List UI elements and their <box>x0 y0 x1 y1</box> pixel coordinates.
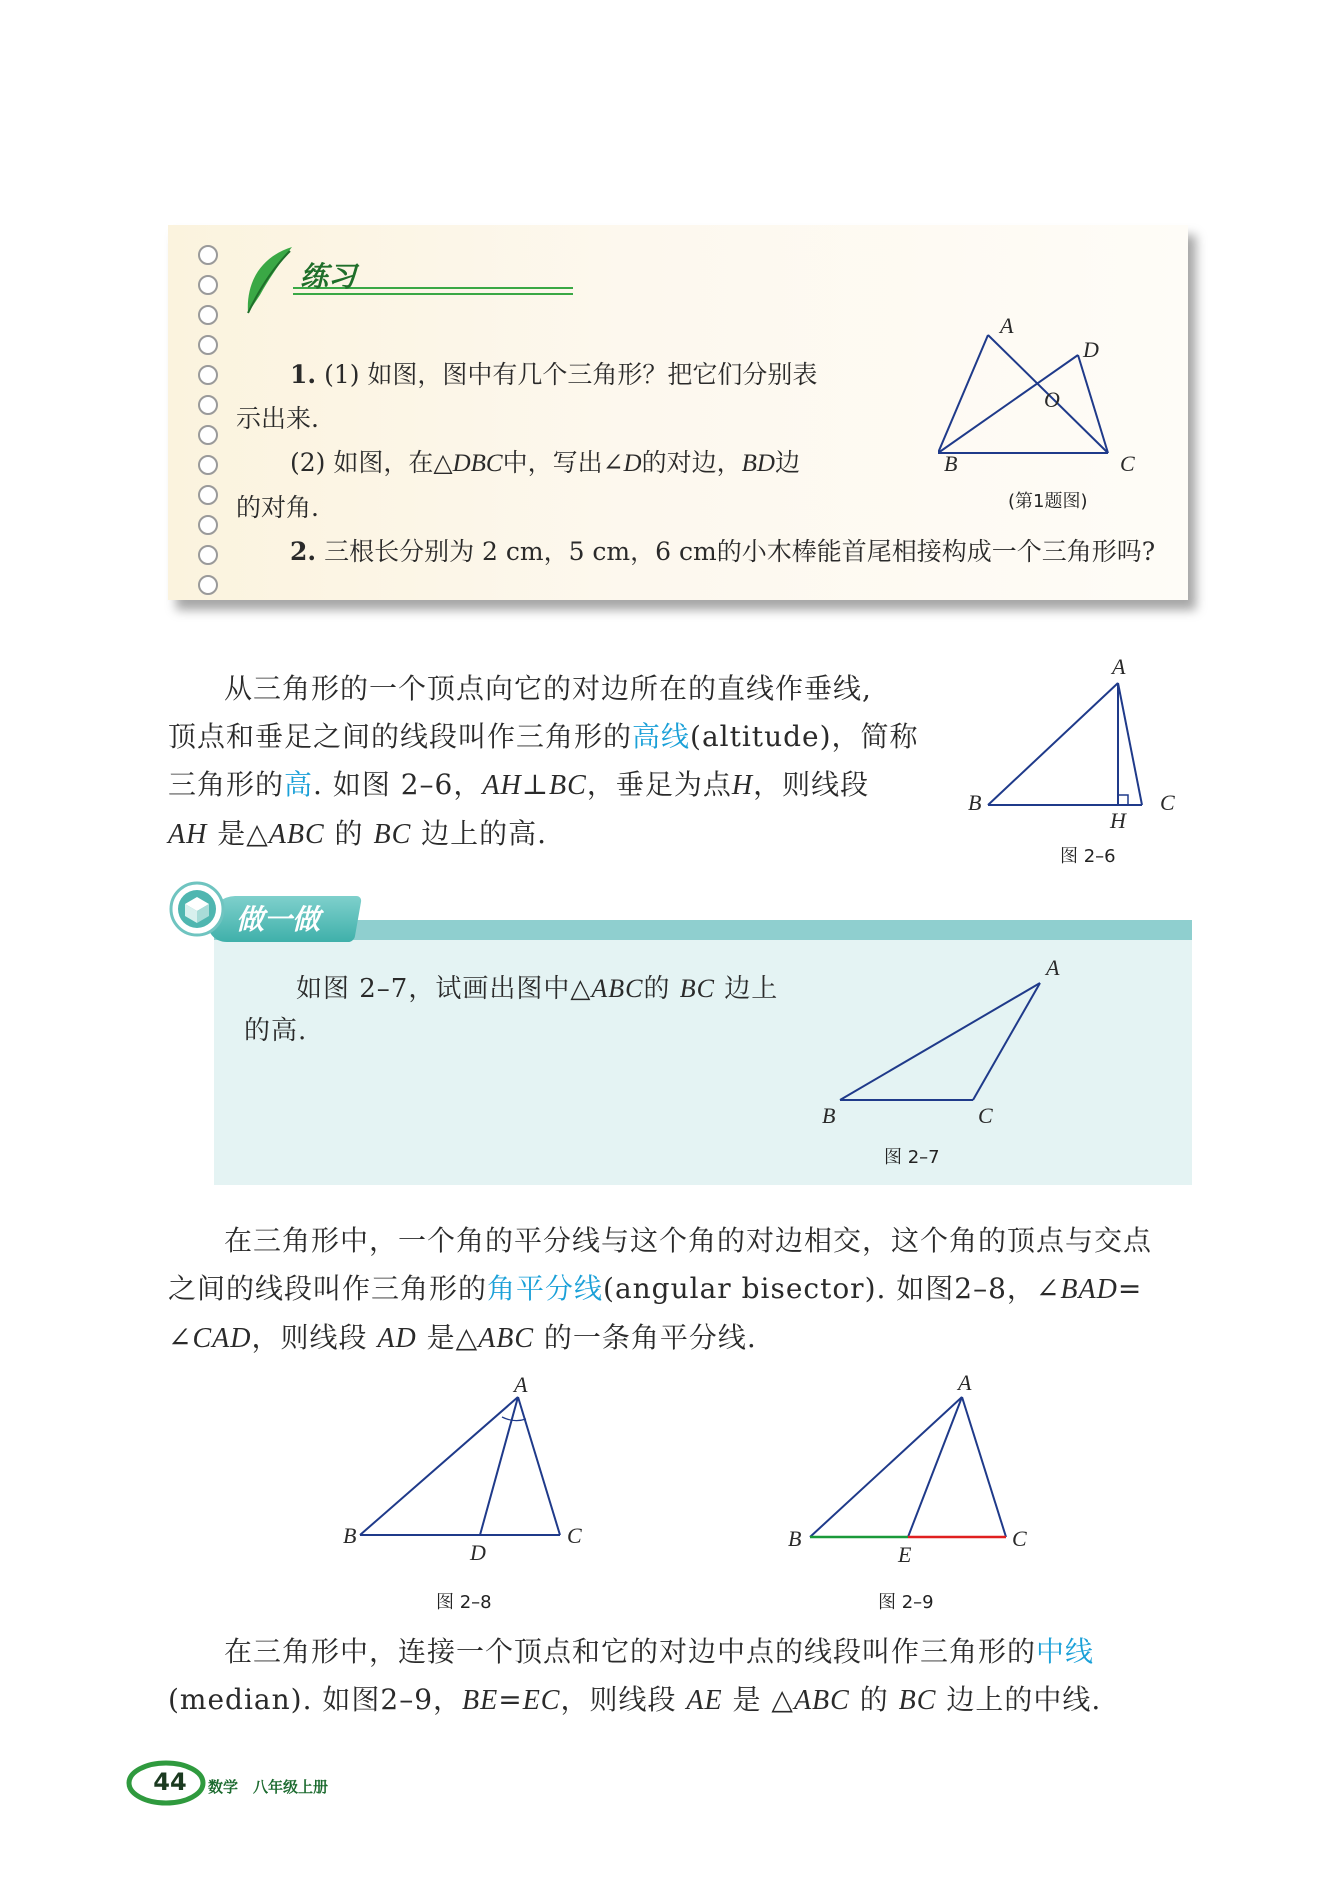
text: = <box>1117 1272 1143 1305</box>
text: 边上 <box>714 974 779 1004</box>
text: 在三角形中，连接一个顶点和它的对边中点的线段叫作三角形的 <box>224 1635 1037 1668</box>
text: (altitude)，简称 <box>690 720 919 753</box>
fig26-label-H: H <box>1110 808 1126 833</box>
math-bc: BC <box>898 1685 937 1716</box>
text: 的 <box>849 1683 899 1716</box>
binder-ring-icon <box>198 515 218 535</box>
altitude-line4 <box>168 810 948 859</box>
text: 是△ <box>416 1321 479 1354</box>
math-abc: ABC <box>793 1685 850 1716</box>
text: 是△ <box>207 817 269 850</box>
text: = <box>498 1683 523 1716</box>
fig26-label-A: A <box>1112 654 1126 679</box>
altitude-paragraph <box>168 665 948 859</box>
fig27-label-A: A <box>1046 955 1060 980</box>
text: ⊥ <box>521 768 550 801</box>
text: ，则线段 <box>251 1321 378 1354</box>
q1-d: D <box>623 450 642 477</box>
math-bc: BC <box>679 974 715 1003</box>
bisector-line3 <box>168 1314 1198 1363</box>
math-cad: CAD <box>192 1323 252 1354</box>
math-h: H <box>731 770 754 801</box>
q1-part1-line2: 示出来. <box>236 404 319 433</box>
text: 边上的中线. <box>936 1683 1102 1716</box>
text: ，则线段 <box>753 768 870 801</box>
label-O: O <box>1044 387 1060 412</box>
binder-ring-icon <box>198 275 218 295</box>
math-abc: ABC <box>478 1323 535 1354</box>
text: (median). 如图2–9， <box>168 1683 463 1716</box>
label-B: B <box>944 451 958 476</box>
math-ah: AH <box>168 819 208 850</box>
math-bc: BC <box>549 770 587 801</box>
binder-ring-icon <box>198 575 218 595</box>
figure-2-6-caption: 图 2–6 <box>1060 846 1116 867</box>
fig27-label-B: B <box>822 1103 836 1128</box>
binder-ring-icon <box>198 455 218 475</box>
bisector-line2 <box>168 1265 1198 1314</box>
bisector-paragraph <box>168 1217 1198 1363</box>
figure-2-9-caption: 图 2–9 <box>878 1592 934 1613</box>
binder-ring-icon <box>198 545 218 565</box>
math-ah: AH <box>482 770 522 801</box>
math-ad: AD <box>377 1323 417 1354</box>
page-number: 44 <box>153 1768 187 1796</box>
q1-part2-text: (2) 如图，在△ <box>290 448 453 477</box>
median-paragraph <box>168 1628 1198 1725</box>
math-abc: ABC <box>268 819 325 850</box>
leaf-icon <box>240 243 296 315</box>
q2-text: 三根长分别为 2 cm，5 cm，6 cm的小木棒能首尾相接构成一个三角形吗? <box>324 537 1156 566</box>
math-be: BE <box>462 1685 499 1716</box>
text: 的 <box>324 817 374 850</box>
fig28-label-C: C <box>567 1523 582 1548</box>
median-line1 <box>168 1628 1198 1676</box>
q1-part1-line1: (1) 如图，图中有几个三角形？把它们分别表 <box>324 360 818 389</box>
text: 顶点和垂足之间的线段叫作三角形的 <box>168 720 633 753</box>
text: . 如图 2–6， <box>313 768 483 801</box>
text: 的 <box>643 974 680 1004</box>
bisector-line1: 在三角形中，一个角的平分线与这个角的对边相交，这个角的顶点与交点 <box>224 1224 1153 1257</box>
median-line2 <box>168 1676 1198 1725</box>
figure-2-9 <box>800 1385 1030 1545</box>
math-ec: EC <box>522 1685 561 1716</box>
doit-icon <box>168 880 226 938</box>
doit-header-bar <box>214 920 1192 940</box>
fig28-label-A: A <box>514 1372 528 1397</box>
q1-part2-text: 边 <box>774 448 800 477</box>
figure-2-8-caption: 图 2–8 <box>436 1592 492 1613</box>
term-height: 高 <box>284 768 314 801</box>
q1-part2-text: 的对边， <box>641 448 742 477</box>
fig29-label-C: C <box>1012 1526 1027 1551</box>
fig29-label-A: A <box>958 1370 972 1395</box>
text: 的一条角平分线. <box>534 1321 757 1354</box>
binder-ring-icon <box>198 335 218 355</box>
q1-bd: BD <box>741 450 775 477</box>
text: ，则线段 <box>560 1683 687 1716</box>
altitude-line1: 从三角形的一个顶点向它的对边所在的直线作垂线, <box>224 672 872 705</box>
fig27-label-C: C <box>978 1103 993 1128</box>
binder-ring-icon <box>198 365 218 385</box>
book-title: 数学 八年级上册 <box>208 1778 329 1796</box>
fig28-label-B: B <box>343 1523 357 1548</box>
label-C: C <box>1120 451 1135 476</box>
figure-2-8 <box>350 1385 580 1545</box>
math-bad: BAD <box>1060 1274 1118 1305</box>
altitude-line3 <box>168 761 948 810</box>
exercise-figure-caption: (第1题图) <box>1008 491 1088 512</box>
text: 如图 2–7，试画出图中△ <box>296 974 592 1004</box>
math-ae: AE <box>686 1685 723 1716</box>
fig29-label-B: B <box>788 1526 802 1551</box>
fig26-label-C: C <box>1160 790 1175 815</box>
fig29-label-E: E <box>898 1542 912 1567</box>
q1-dbc: DBC <box>452 450 503 477</box>
figure-2-7 <box>830 975 1060 1115</box>
text: ，垂足为点 <box>586 768 732 801</box>
q1-part2-line2: 的对角. <box>236 493 319 522</box>
math-bc: BC <box>373 819 412 850</box>
term-median: 中线 <box>1036 1635 1095 1668</box>
label-A: A <box>1000 313 1014 338</box>
exercise-card <box>168 225 1188 600</box>
label-D: D <box>1083 337 1099 362</box>
binder-ring-icon <box>198 395 218 415</box>
math-abc: ABC <box>591 974 644 1003</box>
doit-text <box>244 968 804 1052</box>
doit-title: 做一做 <box>236 903 321 936</box>
text: 是 △ <box>722 1683 794 1716</box>
figure-2-6 <box>980 675 1180 815</box>
binder-ring-icon <box>198 485 218 505</box>
q1-part2-text: 中，写出∠ <box>502 448 624 477</box>
text: ∠ <box>168 1321 193 1354</box>
text: 之间的线段叫作三角形的 <box>168 1272 488 1305</box>
exercise-title: 练习 <box>300 260 357 293</box>
doit-line2: 的高. <box>244 1016 308 1046</box>
term-bisector: 角平分线 <box>487 1272 604 1305</box>
figure-2-7-caption: 图 2–7 <box>884 1147 940 1168</box>
q1-number: 1. <box>290 360 317 389</box>
text: 三角形的 <box>168 768 285 801</box>
binder-ring-icon <box>198 245 218 265</box>
text: 边上的高. <box>411 817 548 850</box>
fig26-label-B: B <box>968 790 982 815</box>
binder-ring-icon <box>198 425 218 445</box>
altitude-line2 <box>168 713 948 761</box>
q2-number: 2. <box>290 537 317 566</box>
term-altitude: 高线 <box>632 720 691 753</box>
text: (angular bisector). 如图2–8，∠ <box>603 1272 1061 1305</box>
binder-ring-icon <box>198 305 218 325</box>
fig28-label-D: D <box>470 1540 486 1565</box>
